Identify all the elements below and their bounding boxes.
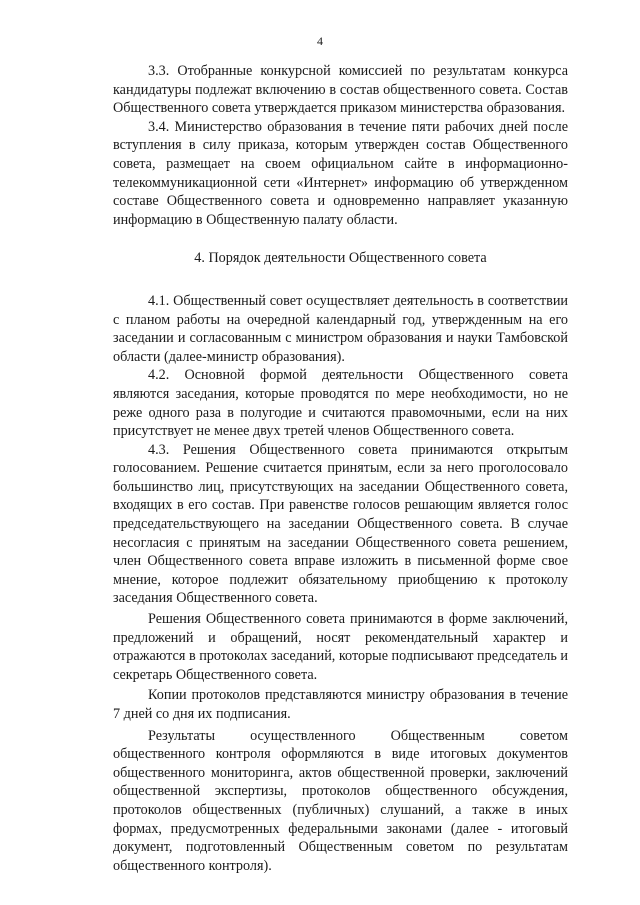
paragraph-4-3: 4.3. Решения Общественного совета принимаются открытым голосованием. Решение считается принятым, если за него проголосовало большинство лиц, присутствующих на заседании Общественного совета, входящих в его состав. При равенстве голосов решающим является голос председательствующего на заседании Общественного совета. В случае несогласия с принятым на заседании Общественного совета решением, член Общественного совета вправе изложить в письменной форме свое мнение, которое подлежит обязательному приобщению к протоколу заседания Общественного совета. [113,441,568,607]
paragraph-4-1: 4.1. Общественный совет осуществляет деятельность в соответствии с планом работы на очередной календарный год, утвержденным на его заседании и согласованным с министром образования и науки Тамбовской области (далее-министр образования). [113,292,568,365]
page-number: 4 [317,34,323,48]
paragraph-3-4: 3.4. Министерство образования в течение пяти рабочих дней после вступления в силу приказа, которым утвержден состав Общественного совета, размещает на своем официальном сайте в информационно-телекоммуникационной сети «Интернет» информацию об утвержденном составе Общественного совета и одновременно направляет указанную информацию в Общественную палату области. [113,118,568,228]
paragraph-protocol-copies: Копии протоколов представляются министру образования в течение 7 дней со дня их подписания. [113,687,568,722]
section-heading: 4. Порядок деятельности Общественного совета [194,250,487,267]
paragraph-3-3: 3.3. Отобранные конкурсной комиссией по результатам конкурса кандидатуры подлежат включению в состав общественного совета. Состав Общественного совета утверждается приказом министерства образования. [113,63,568,117]
paragraph-decisions-form: Решения Общественного совета принимаются в форме заключений, предложений и обращений, носят рекомендательный характер и отражаются в протоколах заседаний, которые подписывают председатель и секретарь Общественного совета. [113,611,568,683]
paragraph-control-results: Результаты осуществленного Общественным советом общественного контроля оформляются в виде итоговых документов общественного мониторинга, актов общественной проверки, заключений общественной экспертизы, протоколов общественного обсуждения, протоколов общественных (публичных) слушаний, а также в иных формах, предусмотренных федеральными законами (далее - итоговый документ, подготовленный Общественным советом по результатам общественного контроля). [113,727,568,874]
paragraph-4-2: 4.2. Основной формой деятельности Общественного совета являются заседания, которые проводятся по мере необходимости, но не реже одного раза в полугодие и считаются правомочными, если на них присутствует не менее двух третей членов Общественного совета. [113,367,568,440]
document-body [113,62,568,875]
